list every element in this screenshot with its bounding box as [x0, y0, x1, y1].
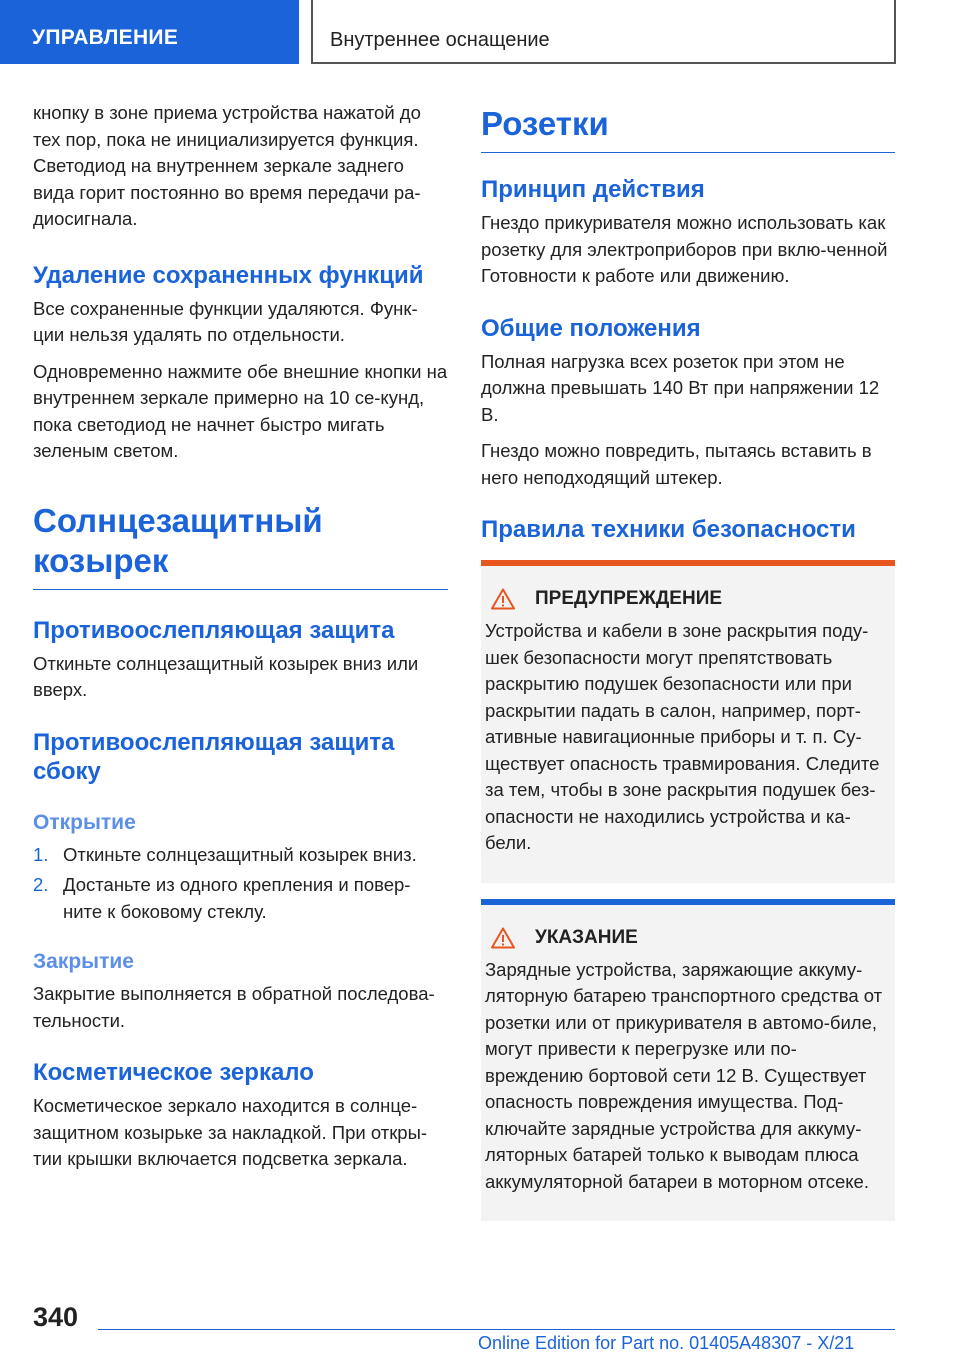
notice-title: УКАЗАНИЕ	[535, 926, 638, 948]
mirror-paragraph: Косметическое зеркало находится в солнце-защитном козырьке за накладкой. При откры-тии крышки включается подсветка зеркала.	[33, 1095, 428, 1169]
warning-title: ПРЕДУПРЕЖДЕНИЕ	[535, 588, 723, 609]
footer-edition: Online Edition for Part no. 01405A48307 - X/21	[478, 1333, 855, 1353]
notice-box	[481, 899, 895, 1222]
sun-visor-heading: Солнцезащитный козырек	[33, 501, 448, 590]
step-number: 2.	[33, 874, 49, 895]
left-column	[33, 100, 448, 1173]
principle-paragraph: Гнездо прикуривателя можно использовать как розетку для электроприборов при вклю-ченной Готовности к работе или движению.	[481, 212, 888, 286]
glare-protection-heading: Противоослепляющая защита	[33, 616, 395, 644]
vanity-mirror-heading: Косметическое зеркало	[33, 1059, 314, 1086]
general-paragraph-2: Гнездо можно повредить, пытаясь вставить в него неподходящий штекер.	[481, 440, 872, 488]
footer-divider	[98, 1329, 895, 1330]
delete-functions-heading: Удаление сохраненных функций	[33, 261, 424, 289]
step-text: Откиньте солнцезащитный козырек вниз.	[63, 843, 417, 865]
warning-box	[481, 560, 895, 883]
header-chapter-box	[311, 0, 896, 64]
header-section-title: УПРАВЛЕНИЕ	[32, 26, 179, 49]
header-section-tab	[0, 0, 299, 64]
header-chapter-title: Внутреннее оснащение	[330, 29, 550, 51]
notice-title-row	[485, 927, 887, 949]
sockets-heading: Розетки	[481, 104, 895, 153]
closing-paragraph: Закрытие выполняется в обратной последова-тельности.	[33, 983, 435, 1031]
closing-heading: Закрытие	[33, 950, 134, 973]
safety-rules-heading: Правила техники безопасности	[481, 516, 856, 543]
general-heading: Общие положения	[481, 314, 701, 342]
list-item	[33, 842, 448, 869]
page-number: 340	[33, 1302, 79, 1332]
intro-paragraph: кнопку в зоне приема устройства нажатой до тех пор, пока не инициализируется функция. Светодиод на внутреннем зеркале заднего вида горит постоянно во время передачи ра-диосигнала.	[33, 102, 421, 229]
step-number: 1.	[33, 843, 49, 865]
warning-title-row	[485, 588, 887, 610]
step-text: Достаньте из одного крепления и повер-ните к боковому стеклу.	[63, 874, 411, 922]
principle-heading: Принцип действия	[481, 176, 705, 203]
right-column	[481, 100, 895, 1221]
opening-heading: Открытие	[33, 810, 136, 834]
warning-text: Устройства и кабели в зоне раскрытия поду-шек безопасности могут препятствовать раскрытию подушек безопасности или при раскрытии падать в салон, например, порт-ативные навигационные приборы и т. п. Су-ществует опасность травмирования. Следите за тем, чтобы в зоне раскрытия подушек без-опасности не находились устройства и ка-бели.	[485, 620, 880, 853]
side-glare-protection-heading: Противоослепляющая защита сбоку	[33, 728, 395, 785]
warning-triangle-icon	[491, 927, 515, 949]
general-paragraph-1: Полная нагрузка всех розеток при этом не должна превышать 140 Вт при напряжении 12 В.	[481, 350, 880, 425]
warning-triangle-icon	[491, 588, 515, 610]
delete-paragraph-1: Все сохраненные функции удаляются. Функ-ции нельзя удалять по отдельности.	[33, 297, 418, 345]
glare-paragraph: Откиньте солнцезащитный козырек вниз или вверх.	[33, 652, 419, 700]
notice-text: Зарядные устройства, заряжающие аккуму-ляторную батарею транспортного средства от розетки или от прикуривателя в автомо-биле, могут привести к перегрузке или по-вреждению бортовой сети 12 В. Существует опасность повреждения имущества. Под-ключайте зарядные устройства для аккуму-ляторных батарей только к выводам плюса аккумуляторной батареи в моторном отсеке.	[485, 958, 883, 1192]
delete-paragraph-2: Одновременно нажмите обе внешние кнопки на внутреннем зеркале примерно на 10 се-кунд, пока светодиод не начнет быстро мигать зеленым светом.	[33, 360, 448, 461]
list-item	[33, 872, 448, 925]
opening-steps-list	[33, 842, 448, 926]
